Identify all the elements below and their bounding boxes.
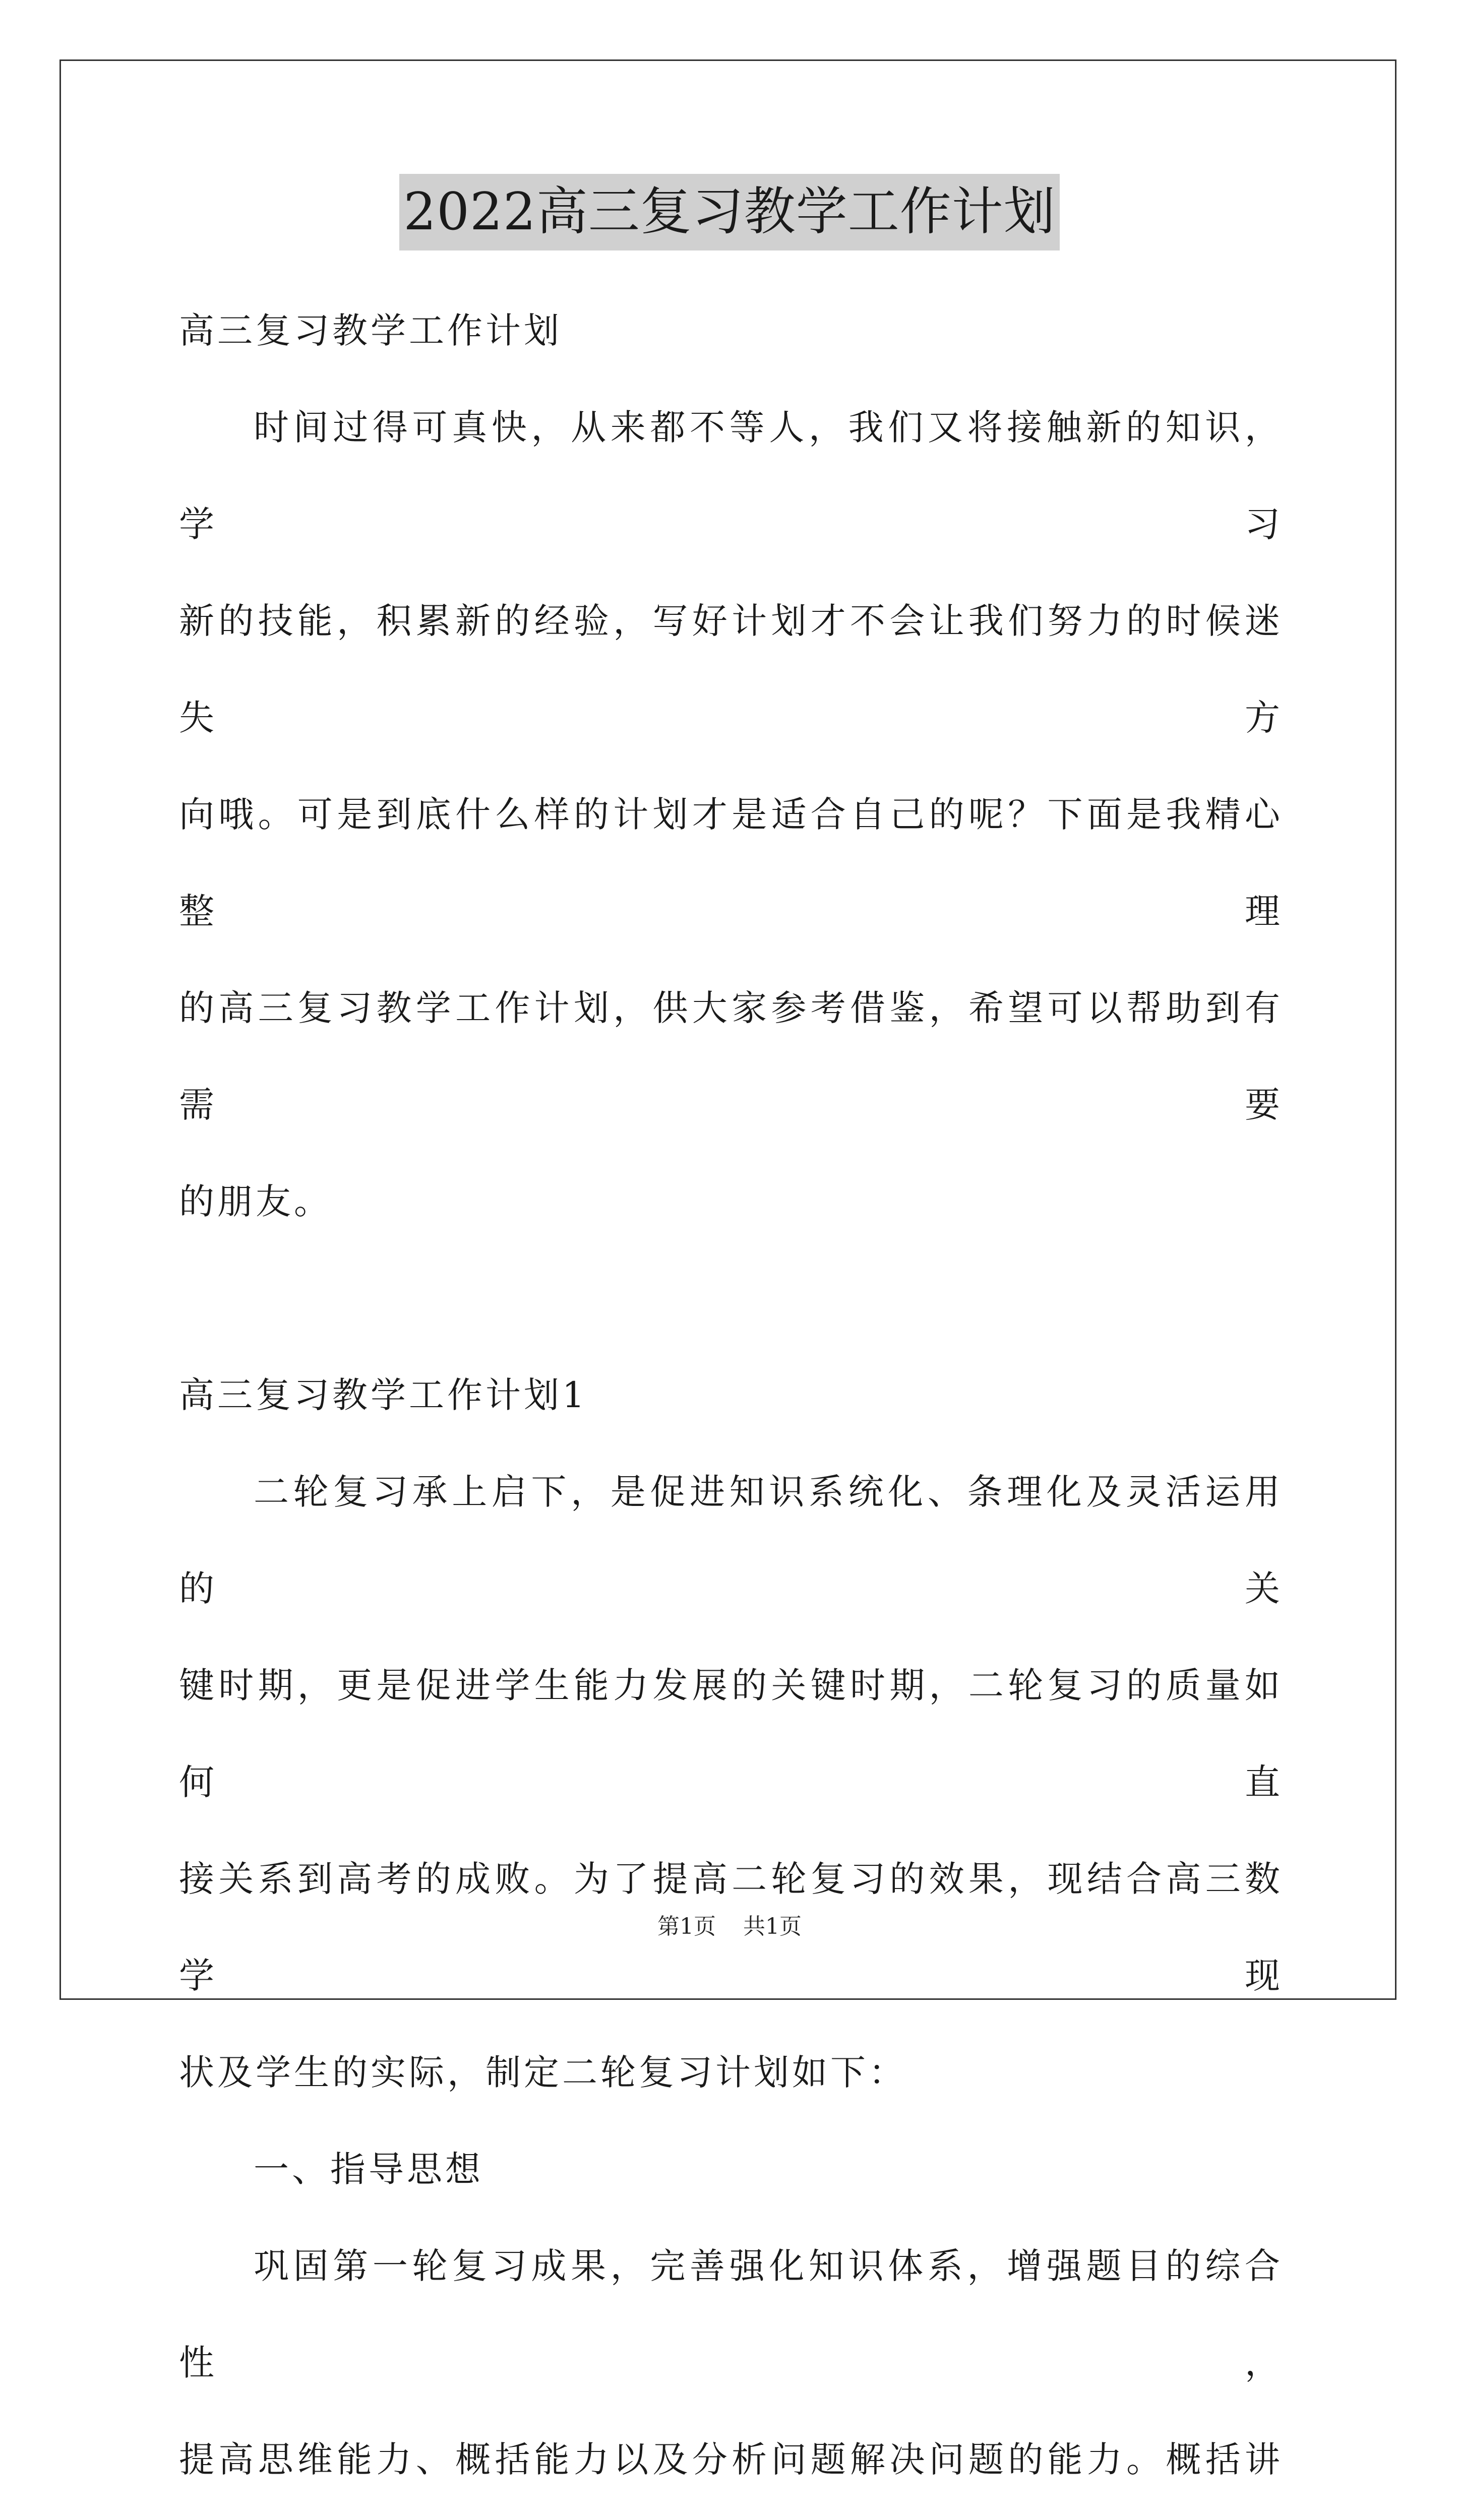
subheading-guiding-thought: 一、指导思想 bbox=[254, 2149, 483, 2190]
paragraph-line: 向哦。可是到底什么样的计划才是适合自己的呢？下面是我精心整理 bbox=[179, 794, 1283, 932]
paragraph-line: 提高思维能力、概括能力以及分析问题解决问题的能力。概括讲 bbox=[179, 2439, 1283, 2480]
paragraph-line: 二轮复习承上启下，是促进知识系统化、条理化及灵活运用的关 bbox=[179, 1471, 1283, 1609]
spacer bbox=[179, 1250, 1283, 1347]
paragraph-line: 接关系到高考的成败。为了提高二轮复习的效果，现结合高三数学现 bbox=[179, 1858, 1283, 1996]
document-title: 2022高三复习教学工作计划 bbox=[399, 174, 1060, 250]
paragraph-line: 巩固第一轮复习成果，完善强化知识体系，增强题目的综合性， bbox=[179, 2245, 1283, 2383]
paragraph-line: 新的技能，积累新的经验，写好计划才不会让我们努力的时候迷失方 bbox=[179, 600, 1283, 738]
paragraph-line: 的朋友。 bbox=[179, 1181, 332, 1222]
paragraph-line: 的高三复习教学工作计划，供大家参考借鉴，希望可以帮助到有需要 bbox=[179, 987, 1283, 1125]
paragraph-line: 时间过得可真快，从来都不等人，我们又将接触新的知识，学习 bbox=[179, 407, 1283, 545]
page-number: 第1页 bbox=[657, 1914, 716, 1939]
page-total: 共1页 bbox=[743, 1914, 802, 1939]
document-body bbox=[179, 282, 1283, 2520]
paragraph-line: 键时期，更是促进学生能力发展的关键时期，二轮复习的质量如何直 bbox=[179, 1665, 1283, 1803]
section-heading: 高三复习教学工作计划1 bbox=[179, 1374, 588, 1416]
paragraph-line: 状及学生的实际，制定二轮复习计划如下： bbox=[179, 2052, 907, 2093]
document-subtitle: 高三复习教学工作计划 bbox=[179, 310, 562, 351]
title-container bbox=[0, 174, 1459, 250]
page-footer bbox=[0, 1908, 1459, 1940]
